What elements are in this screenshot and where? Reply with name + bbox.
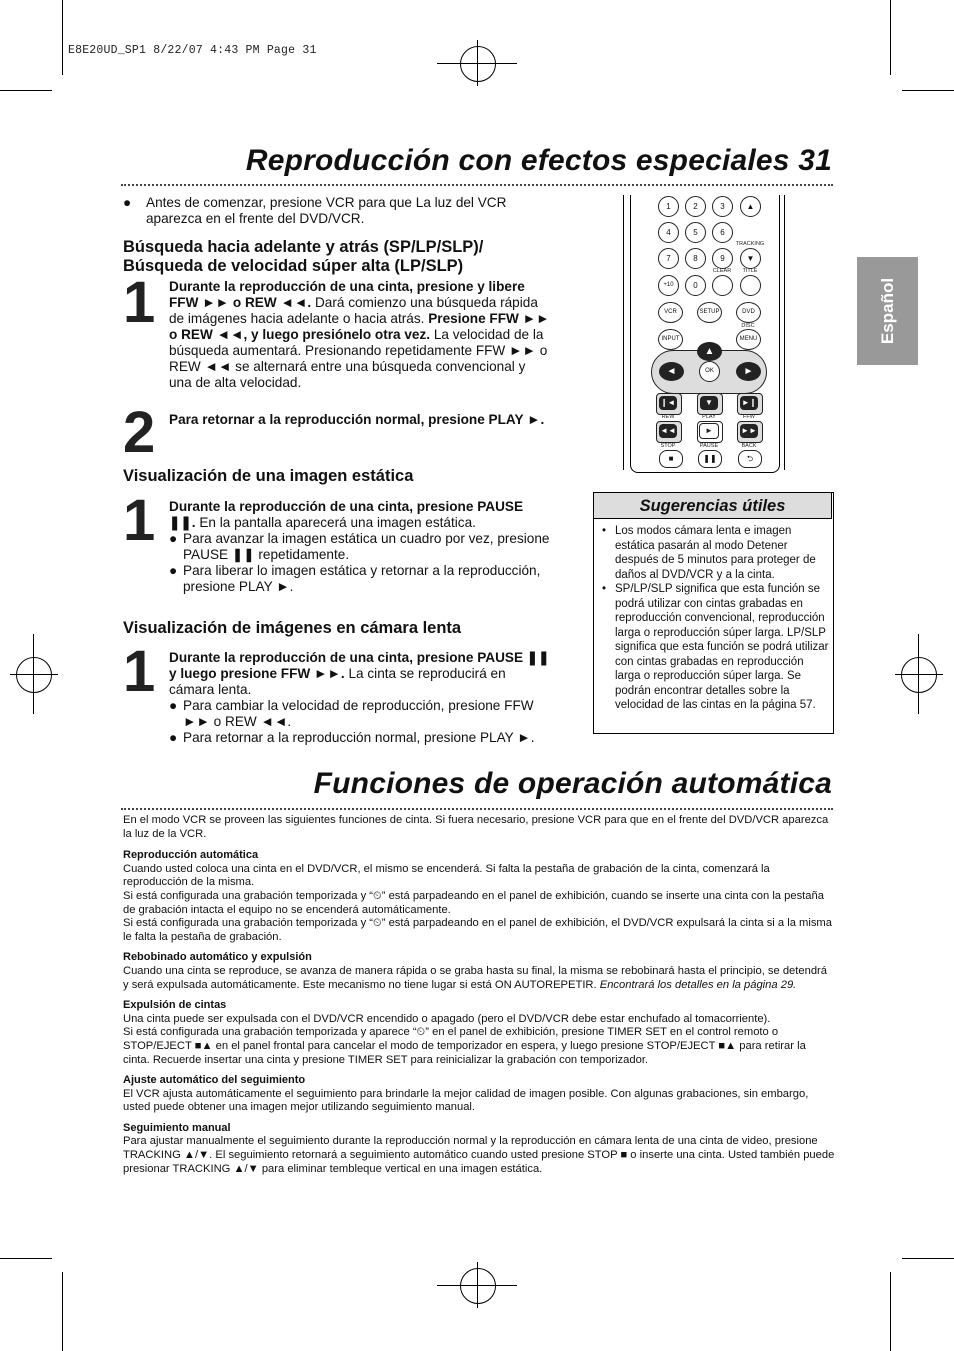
key-5: 5 <box>685 222 706 243</box>
auto-playback-heading: Reproducción automática <box>123 849 259 862</box>
tip-item: • SP/LP/SLP significa que esta función se podrá utilizar con cintas grabadas en reproducción convencional, reproducción larga o reproducción súper larga. LP/SLP significa que esta función se podrá utilizar con cintas grabadas en reproducción larga o reproducción súper larga. Se podrán encontrar detalles sobre la velocidad de las cintas en la página 57. <box>599 582 829 713</box>
skip-forward-key: ►❙ <box>737 393 763 415</box>
section-title-automatic: Funciones de operación automática <box>313 767 832 800</box>
menu-key: MENU <box>736 329 761 350</box>
search-step1: Durante la reproducción de una cinta, presione y libere FFW ►► o REW ◄◄. Dará comienzo una búsqueda rápida de imágenes hacia adelante o hacia atrás. Presione FFW ►► o REW ◄◄, y luego presiónelo otra vez. La velocidad de la búsqueda aumentará. Presionando repetidamente FFW ►► o REW ◄◄ se alternará entre una búsqueda convencional y una de alta velocidad. <box>169 279 550 390</box>
rew-key: ◄◄ <box>656 421 682 443</box>
title-divider <box>121 184 833 186</box>
tracking-up-key: ▲ <box>740 196 761 217</box>
auto-paragraph: Una cinta puede ser expulsada con el DVD/VCR encendido o apagado (pero el DVD/VCR debe estar enchufado al tomacorriente). <box>123 1012 771 1025</box>
auto-paragraph: Cuando una cinta se reproduce, se avanza de manera rápida o se graba hasta su final, la misma se rebobinará hasta el principio, se detendrá y será expulsada automáticamente. Este mecanismo no tiene lugar si está ON AUTOREPETIR. Encontrará los detalles en la página 29. <box>123 964 827 991</box>
clear-label: CLEAR <box>712 268 732 274</box>
key-1: 1 <box>658 196 679 217</box>
remote-edge-left <box>623 195 624 470</box>
step-number: 1 <box>123 639 156 704</box>
tips-list <box>599 524 829 713</box>
auto-rewind-heading: Rebobinado automático y expulsión <box>123 951 312 964</box>
automatic-functions <box>123 814 835 1176</box>
still-heading: Visualización de una imagen estática <box>123 467 414 485</box>
tips-header <box>593 492 832 519</box>
left-arrow-key: ◄ <box>659 362 684 381</box>
key-8: 8 <box>685 248 706 269</box>
title-divider <box>121 808 833 810</box>
intro-bullet: ● Antes de comenzar, presione VCR para que La luz del VCR aparezca en el frente del DVD/VCR. <box>123 195 507 226</box>
page-title: Reproducción con efectos especiales 31 <box>245 144 832 177</box>
down-arrow-key: ▼ <box>697 393 723 415</box>
auto-paragraph: Si está configurada una grabación temporizada y aparece “⏲” en el panel de exhibición, presione TIMER SET en el control remoto o STOP/EJECT ■▲ en el panel frontal para cancelar el modo de temporizador en espera, y luego presione STOP/EJECT ■▲ para retirar la cinta. Recuerde insertar una cinta y presione TIMER SET para reinicializar la grabación con temporizador. <box>123 1026 806 1066</box>
up-arrow-key: ▲ <box>697 342 722 361</box>
step-number: 1 <box>123 488 156 553</box>
setup-key: SETUP <box>697 302 722 323</box>
language-tab: Español <box>857 257 918 365</box>
tip-item: • Los modos cámara lenta e imagen estática pasarán al modo Detener después de 5 minutos para proteger de daños al DVD/VCR y a la cinta. <box>599 524 829 582</box>
key-4: 4 <box>658 222 679 243</box>
key-0: 0 <box>685 275 706 296</box>
clear-key <box>712 275 733 296</box>
eject-heading: Expulsión de cintas <box>123 999 227 1012</box>
auto-intro: En el modo VCR se proveen las siguientes funciones de cinta. Si fuera necesario, presione VCR para que en el frente del DVD/VCR aparezca la luz de la VCR. <box>123 814 829 840</box>
auto-tracking-heading: Ajuste automático del seguimiento <box>123 1074 306 1087</box>
tracking-down-key: ▼ <box>740 248 761 269</box>
still-step1: Durante la reproducción de una cinta, presione PAUSE ❚❚. En la pantalla aparecerá una imagen estática. ● Para avanzar la imagen estática un cuadro por vez, presione PAUSE ❚❚ repetidamente. ● Para liberar lo imagen estática y retornar a la reproducción, presione PLAY ►. <box>169 499 550 594</box>
manual-tracking-heading: Seguimiento manual <box>123 1121 231 1134</box>
step-number: 1 <box>123 270 156 335</box>
back-label: BACK <box>741 443 757 449</box>
auto-paragraph: El VCR ajusta automáticamente el seguimiento para brindarle la mejor calidad de imagen posible. Con algunas grabaciones, sin embargo, usted puede obtener una imagen mejor utilizando seguimiento manual. <box>123 1087 809 1114</box>
key-3: 3 <box>712 196 733 217</box>
auto-paragraph: Para ajustar manualmente el seguimiento durante la reproducción normal y la reproducción en cámara lenta de una cinta de video, presione TRACKING ▲/▼. El seguimiento retornará a seguimiento automático cuando usted presione STOP ■ o inserte una cinta. Usted también puede presionar TRACKING ▲/▼ para eliminar tembleque vertical en una imagen estática. <box>123 1135 835 1175</box>
play-label: PLAY <box>702 414 716 420</box>
tracking-label: TRACKING <box>735 241 765 247</box>
ok-key: OK <box>699 361 720 382</box>
key-plus10: +10 <box>658 275 679 296</box>
pause-label: PAUSE <box>699 443 719 449</box>
stop-key: ■ <box>659 450 683 468</box>
tips-title: Sugerencias útiles <box>639 497 786 515</box>
skip-back-key: ❙◄ <box>656 393 682 415</box>
auto-paragraph: Si está configurada una grabación temporizada y “⏲” está parpadeando en el panel de exhibición, el DVD/VCR expulsará la cinta si a la misma le falta la pestaña de grabación. <box>123 917 832 943</box>
search-step2: Para retornar a la reproducción normal, presione PLAY ►. <box>169 412 545 427</box>
auto-paragraph: Si está configurada una grabación temporizada y “⏲” está parpadeando en el panel de exhibición, cuando se inserte una cinta con la pestaña de grabación intacta el equipo no se encenderá automáticamente. <box>123 889 824 916</box>
ffw-key: ►► <box>737 421 763 443</box>
back-key: ⮌ <box>738 450 762 468</box>
dvd-key: DVD <box>736 302 761 323</box>
input-key: INPUT <box>658 329 683 350</box>
pause-key: ❚❚ <box>698 450 722 468</box>
search-heading: Búsqueda hacia adelante y atrás (SP/LP/SLP)/ Búsqueda de velocidad súper alta (LP/SLP) <box>123 238 484 275</box>
tips-box <box>593 492 834 734</box>
key-7: 7 <box>658 248 679 269</box>
slow-heading: Visualización de imágenes en cámara lenta <box>123 619 462 637</box>
key-9: 9 <box>712 248 733 269</box>
stop-label: STOP <box>660 443 676 449</box>
key-2: 2 <box>685 196 706 217</box>
ffw-label: FFW <box>743 414 755 420</box>
play-key: ► <box>697 421 723 443</box>
rew-label: REW <box>661 414 675 420</box>
slow-step1: Durante la reproducción de una cinta, presione PAUSE ❚❚ y luego presione FFW ►►. La cinta se reproducirá en cámara lenta. ● Para cambiar la velocidad de reproducción, presione FFW ►► o REW ◄◄. ● Para retornar a la reproducción normal, presione PLAY ►. <box>169 650 550 745</box>
auto-paragraph: Cuando usted coloca una cinta en el DVD/VCR, el mismo se encenderá. Si falta la pestaña de grabación de la cinta, comenzará la reproducción de la misma. <box>123 862 770 889</box>
key-6: 6 <box>712 222 733 243</box>
right-arrow-key: ► <box>736 362 761 381</box>
step-number: 2 <box>123 400 156 465</box>
title-label: TITLE <box>742 268 758 274</box>
remote-edge-right <box>784 195 785 470</box>
disc-label: DISC <box>741 323 755 329</box>
remote-control-illustration <box>630 195 780 473</box>
title-key <box>740 275 761 296</box>
print-slug: E8E20UD_SP1 8/22/07 4:43 PM Page 31 <box>68 44 317 57</box>
vcr-key: VCR <box>658 302 683 323</box>
